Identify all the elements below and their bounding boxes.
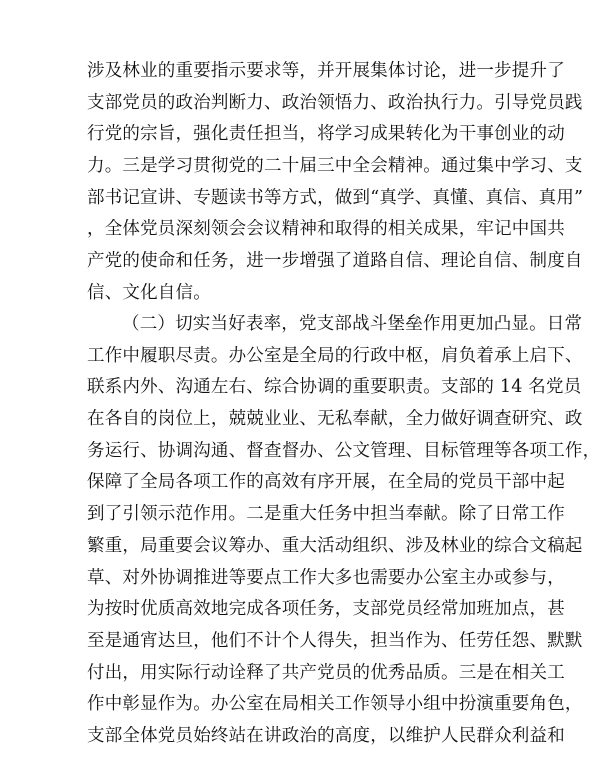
paragraph-line: 草、对外协调推进等要点工作大多也需要办公室主办或参与，: [87, 567, 565, 588]
paragraph-line: 作中彰显作为。办公室在局相关工作领导小组中扮演重要角色，: [87, 694, 583, 715]
paragraph-line: 部书记宣讲、专题读书等方式，做到“真学、真懂、真信、真用”: [87, 187, 584, 208]
paragraph-line: 繁重，局重要会议筹办、重大活动组织、涉及林业的综合文稿起: [87, 535, 583, 556]
paragraph-line: 行党的宗旨，强化责任担当，将学习成果转化为干事创业的动: [87, 124, 565, 145]
section-heading-line: （二）切实当好表率，党支部战斗堡垒作用更加凸显。日常: [122, 314, 583, 334]
paragraph-line: 产党的使命和任务，进一步增强了道路自信、理论自信、制度自: [87, 251, 583, 272]
paragraph-line: 到了引领示范作用。二是重大任务中担当奉献。除了日常工作: [87, 504, 565, 525]
paragraph-line: 支部全体党员始终站在讲政治的高度，以维护人民群众利益和: [87, 725, 565, 746]
paragraph-line: 力。三是学习贯彻党的二十届三中全会精神。通过集中学习、支: [87, 156, 583, 177]
paragraph-line: ，全体党员深刻领会会议精神和取得的相关成果，牢记中国共: [87, 219, 565, 240]
paragraph-line: 工作中履职尽责。办公室是全局的行政中枢，肩负着承上启下、: [87, 345, 583, 366]
paragraph-line: 至是通宵达旦，他们不计个人得失，担当作为、任劳任怨、默默: [87, 630, 583, 651]
paragraph-line: 联系内外、沟通左右、综合协调的重要职责。支部的 14 名党员: [87, 377, 582, 398]
paragraph-line: 务运行、协调沟通、督查督办、公文管理、目标管理等各项工作，: [87, 440, 600, 461]
paragraph-line: 保障了全局各项工作的高效有序开展，在全局的党员干部中起: [87, 472, 565, 493]
paragraph-line: 支部党员的政治判断力、政治领悟力、政治执行力。引导党员践: [87, 92, 583, 113]
paragraph-line: 为按时优质高效地完成各项任务，支部党员经常加班加点，甚: [87, 599, 565, 620]
paragraph-line: 信、文化自信。: [87, 282, 211, 303]
paragraph-exemplary-role: [87, 309, 600, 753]
paragraph-line: 付出，用实际行动诠释了共产党员的优秀品质。三是在相关工: [87, 662, 565, 683]
paragraph-party-study: [87, 56, 584, 310]
paragraph-line: 涉及林业的重要指示要求等，并开展集体讨论，进一步提升了: [87, 61, 565, 81]
paragraph-line: 在各自的岗位上，兢兢业业、无私奉献，全力做好调查研究、政: [87, 409, 583, 430]
